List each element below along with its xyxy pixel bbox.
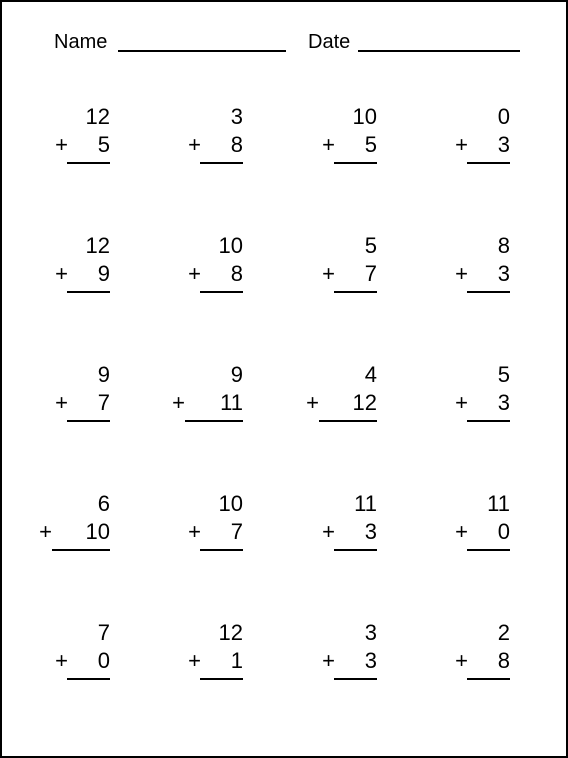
date-field-line[interactable] [358, 50, 520, 52]
addend-bottom: 0 [497, 519, 510, 544]
addend-top: 0 [497, 104, 510, 129]
addend-bottom: 12 [352, 390, 377, 415]
addition-problem [0, 233, 140, 313]
plus-sign: + [55, 390, 68, 415]
addition-problem [267, 362, 407, 442]
plus-sign: + [322, 132, 335, 157]
addend-bottom: 7 [364, 261, 377, 286]
plus-sign: + [455, 132, 468, 157]
addend-top: 5 [497, 362, 510, 387]
answer-line[interactable] [200, 678, 243, 680]
addend-top: 2 [497, 620, 510, 645]
plus-sign: + [55, 132, 68, 157]
plus-sign: + [188, 648, 201, 673]
answer-line[interactable] [334, 549, 377, 551]
addend-bottom: 5 [97, 132, 110, 157]
addend-bottom: 3 [497, 132, 510, 157]
plus-sign: + [55, 261, 68, 286]
addend-bottom: 9 [97, 261, 110, 286]
addend-top: 9 [97, 362, 110, 387]
name-field-line[interactable] [118, 50, 286, 52]
addition-problem [0, 104, 140, 184]
addend-top: 11 [354, 491, 377, 516]
addition-problem [133, 362, 273, 442]
addend-bottom: 10 [85, 519, 110, 544]
answer-line[interactable] [319, 420, 377, 422]
addition-problem [267, 233, 407, 313]
addend-top: 6 [97, 491, 110, 516]
plus-sign: + [455, 261, 468, 286]
plus-sign: + [455, 390, 468, 415]
addend-bottom: 3 [497, 390, 510, 415]
addend-top: 12 [85, 104, 110, 129]
addend-top: 3 [364, 620, 377, 645]
date-label: Date [308, 31, 351, 53]
plus-sign: + [188, 261, 201, 286]
addend-top: 8 [497, 233, 510, 258]
answer-line[interactable] [67, 420, 110, 422]
addition-problem [267, 491, 407, 571]
plus-sign: + [455, 648, 468, 673]
addition-problem [133, 620, 273, 700]
addend-bottom: 8 [230, 261, 243, 286]
addend-top: 11 [487, 491, 510, 516]
plus-sign: + [322, 261, 335, 286]
addition-problem [400, 362, 540, 442]
addition-problem [133, 233, 273, 313]
name-label: Name [54, 31, 108, 53]
addend-top: 12 [218, 620, 243, 645]
addend-top: 12 [85, 233, 110, 258]
plus-sign: + [188, 519, 201, 544]
addition-problem [400, 620, 540, 700]
addend-bottom: 8 [230, 132, 243, 157]
addend-top: 10 [218, 491, 243, 516]
plus-sign: + [39, 519, 52, 544]
plus-sign: + [188, 132, 201, 157]
addend-bottom: 1 [230, 648, 243, 673]
addend-bottom: 0 [97, 648, 110, 673]
addition-problem [133, 104, 273, 184]
answer-line[interactable] [200, 162, 243, 164]
answer-line[interactable] [334, 678, 377, 680]
addition-problem [400, 104, 540, 184]
addend-top: 9 [230, 362, 243, 387]
answer-line[interactable] [200, 291, 243, 293]
answer-line[interactable] [334, 291, 377, 293]
addend-top: 3 [230, 104, 243, 129]
addend-top: 4 [364, 362, 377, 387]
addend-bottom: 3 [364, 519, 377, 544]
answer-line[interactable] [467, 291, 510, 293]
addition-problem [400, 233, 540, 313]
answer-line[interactable] [67, 678, 110, 680]
addend-top: 10 [218, 233, 243, 258]
answer-line[interactable] [467, 549, 510, 551]
addend-bottom: 3 [364, 648, 377, 673]
answer-line[interactable] [467, 162, 510, 164]
addend-bottom: 11 [220, 390, 243, 415]
addend-bottom: 7 [97, 390, 110, 415]
addition-problem [267, 620, 407, 700]
plus-sign: + [172, 390, 185, 415]
addition-problem [133, 491, 273, 571]
addend-top: 10 [352, 104, 377, 129]
addend-bottom: 3 [497, 261, 510, 286]
plus-sign: + [306, 390, 319, 415]
answer-line[interactable] [334, 162, 377, 164]
answer-line[interactable] [67, 162, 110, 164]
addition-problem [0, 362, 140, 442]
answer-line[interactable] [52, 549, 110, 551]
addend-bottom: 7 [230, 519, 243, 544]
addition-problem [400, 491, 540, 571]
addition-problem [267, 104, 407, 184]
answer-line[interactable] [185, 420, 243, 422]
plus-sign: + [322, 648, 335, 673]
addend-bottom: 5 [364, 132, 377, 157]
plus-sign: + [55, 648, 68, 673]
addend-bottom: 8 [497, 648, 510, 673]
answer-line[interactable] [67, 291, 110, 293]
answer-line[interactable] [467, 420, 510, 422]
addend-top: 7 [97, 620, 110, 645]
plus-sign: + [322, 519, 335, 544]
answer-line[interactable] [200, 549, 243, 551]
addend-top: 5 [364, 233, 377, 258]
answer-line[interactable] [467, 678, 510, 680]
addition-problem [0, 620, 140, 700]
plus-sign: + [455, 519, 468, 544]
addition-problem [0, 491, 140, 571]
